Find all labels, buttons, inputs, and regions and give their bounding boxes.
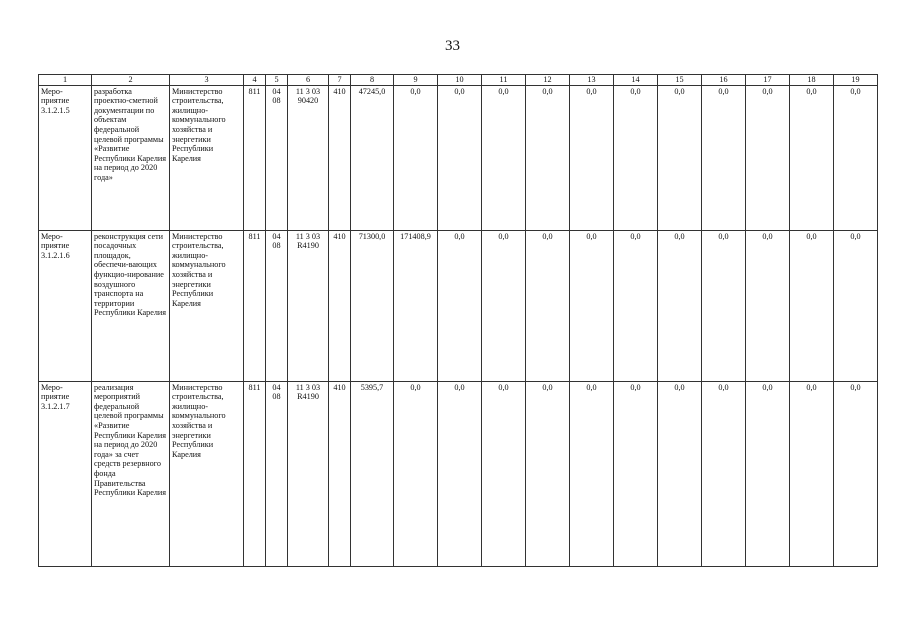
activity-code-cell: Меро-приятие 3.1.2.1.5 [39,85,92,230]
executor-cell: Министерство строительства, жилищно-коммунального хозяйства и энергетики Республики Карелия [170,85,244,230]
section-cell: 04 08 [266,85,288,230]
value-cell: 0,0 [834,381,878,566]
target-article-cell: 11 3 03 90420 [288,85,329,230]
value-cell: 5395,7 [351,381,394,566]
grbs-cell: 811 [244,85,266,230]
value-cell: 0,0 [790,381,834,566]
column-header: 4 [244,75,266,86]
column-header: 5 [266,75,288,86]
activity-name-cell: разработка проектно-сметной документации по объектам федеральной целевой программы «Развитие Республики Карелия на период до 2020 года» [92,85,170,230]
value-cell: 0,0 [702,85,746,230]
page-number: 33 [445,38,460,54]
column-header: 16 [702,75,746,86]
grbs-cell: 811 [244,230,266,381]
column-header: 11 [482,75,526,86]
value-cell: 0,0 [438,381,482,566]
column-header: 1 [39,75,92,86]
header-row [39,75,878,86]
executor-cell: Министерство строительства, жилищно-коммунального хозяйства и энергетики Республики Карелия [170,230,244,381]
target-article-cell: 11 3 03 R4190 [288,230,329,381]
value-cell: 0,0 [658,230,702,381]
table-row [39,381,878,566]
column-header: 17 [746,75,790,86]
expense-type-cell: 410 [329,230,351,381]
table-row [39,85,878,230]
column-header: 6 [288,75,329,86]
value-cell: 0,0 [570,381,614,566]
expense-type-cell: 410 [329,85,351,230]
value-cell: 0,0 [394,85,438,230]
activity-name-cell: реконструкция сети посадочных площадок, обеспечи-вающих функцио-нирование воздушного транспорта на территории Республики Карелия [92,230,170,381]
value-cell: 0,0 [394,381,438,566]
value-cell: 71300,0 [351,230,394,381]
value-cell: 0,0 [526,85,570,230]
value-cell: 0,0 [614,381,658,566]
value-cell: 0,0 [570,230,614,381]
value-cell: 0,0 [746,230,790,381]
value-cell: 0,0 [570,85,614,230]
value-cell: 0,0 [526,381,570,566]
value-cell: 0,0 [438,230,482,381]
value-cell: 0,0 [482,230,526,381]
value-cell: 0,0 [482,381,526,566]
section-cell: 04 08 [266,230,288,381]
activity-name-cell: реализация мероприятий федеральной целевой программы «Развитие Республики Карелия на период до 2020 года» за счет средств резервного фонда Правительства Республики Карелия [92,381,170,566]
column-header: 8 [351,75,394,86]
column-header: 2 [92,75,170,86]
grbs-cell: 811 [244,381,266,566]
target-article-cell: 11 3 03 R4190 [288,381,329,566]
value-cell: 0,0 [746,85,790,230]
column-header: 13 [570,75,614,86]
table-row [39,230,878,381]
value-cell: 0,0 [614,85,658,230]
column-header: 14 [614,75,658,86]
value-cell: 0,0 [526,230,570,381]
value-cell: 0,0 [702,381,746,566]
value-cell: 0,0 [790,85,834,230]
value-cell: 0,0 [746,381,790,566]
value-cell: 0,0 [834,85,878,230]
value-cell: 171408,9 [394,230,438,381]
value-cell: 47245,0 [351,85,394,230]
executor-cell: Министерство строительства, жилищно-коммунального хозяйства и энергетики Республики Карелия [170,381,244,566]
value-cell: 0,0 [702,230,746,381]
column-header: 12 [526,75,570,86]
section-cell: 04 08 [266,381,288,566]
value-cell: 0,0 [482,85,526,230]
budget-table [38,74,878,567]
column-header: 19 [834,75,878,86]
value-cell: 0,0 [834,230,878,381]
column-header: 3 [170,75,244,86]
value-cell: 0,0 [614,230,658,381]
value-cell: 0,0 [790,230,834,381]
column-header: 10 [438,75,482,86]
value-cell: 0,0 [658,381,702,566]
column-header: 7 [329,75,351,86]
column-header: 15 [658,75,702,86]
value-cell: 0,0 [658,85,702,230]
activity-code-cell: Меро-приятие 3.1.2.1.7 [39,381,92,566]
activity-code-cell: Меро-приятие 3.1.2.1.6 [39,230,92,381]
column-header: 9 [394,75,438,86]
expense-type-cell: 410 [329,381,351,566]
value-cell: 0,0 [438,85,482,230]
column-header: 18 [790,75,834,86]
